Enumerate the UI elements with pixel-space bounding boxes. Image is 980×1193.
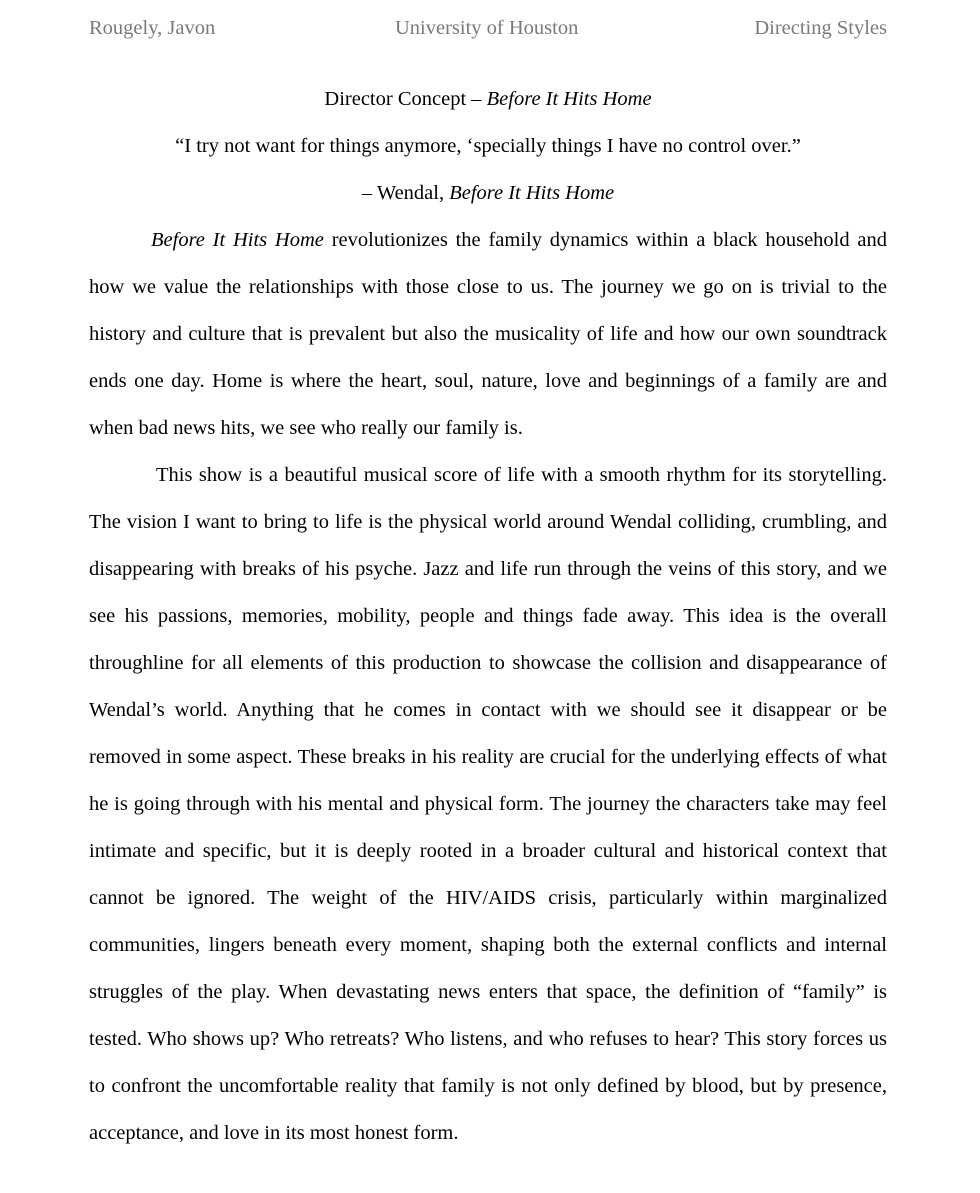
paragraph-1 bbox=[89, 217, 887, 452]
running-header bbox=[89, 17, 887, 45]
header-course: Directing Styles bbox=[754, 17, 887, 39]
epigraph-attribution bbox=[89, 170, 887, 217]
title-play-name: Before It Hits Home bbox=[486, 88, 652, 110]
document-body bbox=[89, 76, 887, 1157]
epigraph-quote: “I try not want for things anymore, ‘specially things I have no control over.” bbox=[175, 135, 801, 157]
paragraph-1-lead: Before It Hits Home bbox=[151, 229, 324, 251]
paragraph-2: This show is a beautiful musical score of life with a smooth rhythm for its storytelling. The vision I want to bring to life is the physical world around Wendal colliding, crumbling, and disappearing with breaks of his psyche. Jazz and life run through the veins of this story, and we see his passions, memories, mobility, people and things fade away. This idea is the overall throughline for all elements of this production to showcase the collision and disappearance of Wendal’s world. Anything that he comes in contact with we should see it disappear or be removed in some aspect. These breaks in his reality are crucial for the underlying effects of what he is going through with his mental and physical form. The journey the characters take may feel intimate and specific, but it is deeply rooted in a broader cultural and historical context that cannot be ignored. The weight of the HIV/AIDS crisis, particularly within marginalized communities, lingers beneath every moment, shaping both the external conflicts and internal struggles of the play. When devastating news enters that space, the definition of “family” is tested. Who shows up? Who retreats? Who listens, and who refuses to hear? This story forces us to confront the uncomfortable reality that family is not only defined by blood, but by presence, acceptance, and love in its most honest form. bbox=[89, 464, 887, 1144]
attribution-prefix: – Wendal, bbox=[361, 182, 450, 204]
attribution-play-name: Before It Hits Home bbox=[449, 182, 615, 204]
paragraph-1-text: revolutionizes the family dynamics within a black household and how we value the relationships with those close to us. The journey we go on is trivial to the history and culture that is prevalent but also the musicality of life and how our own soundtrack ends one day. Home is where the heart, soul, nature, love and beginnings of a family are and when bad news hits, we see who really our family is. bbox=[89, 229, 887, 439]
page-title bbox=[89, 76, 887, 123]
header-author: Rougely, Javon bbox=[89, 17, 216, 39]
header-institution: University of Houston bbox=[395, 17, 579, 39]
title-prefix: Director Concept – bbox=[324, 88, 487, 110]
